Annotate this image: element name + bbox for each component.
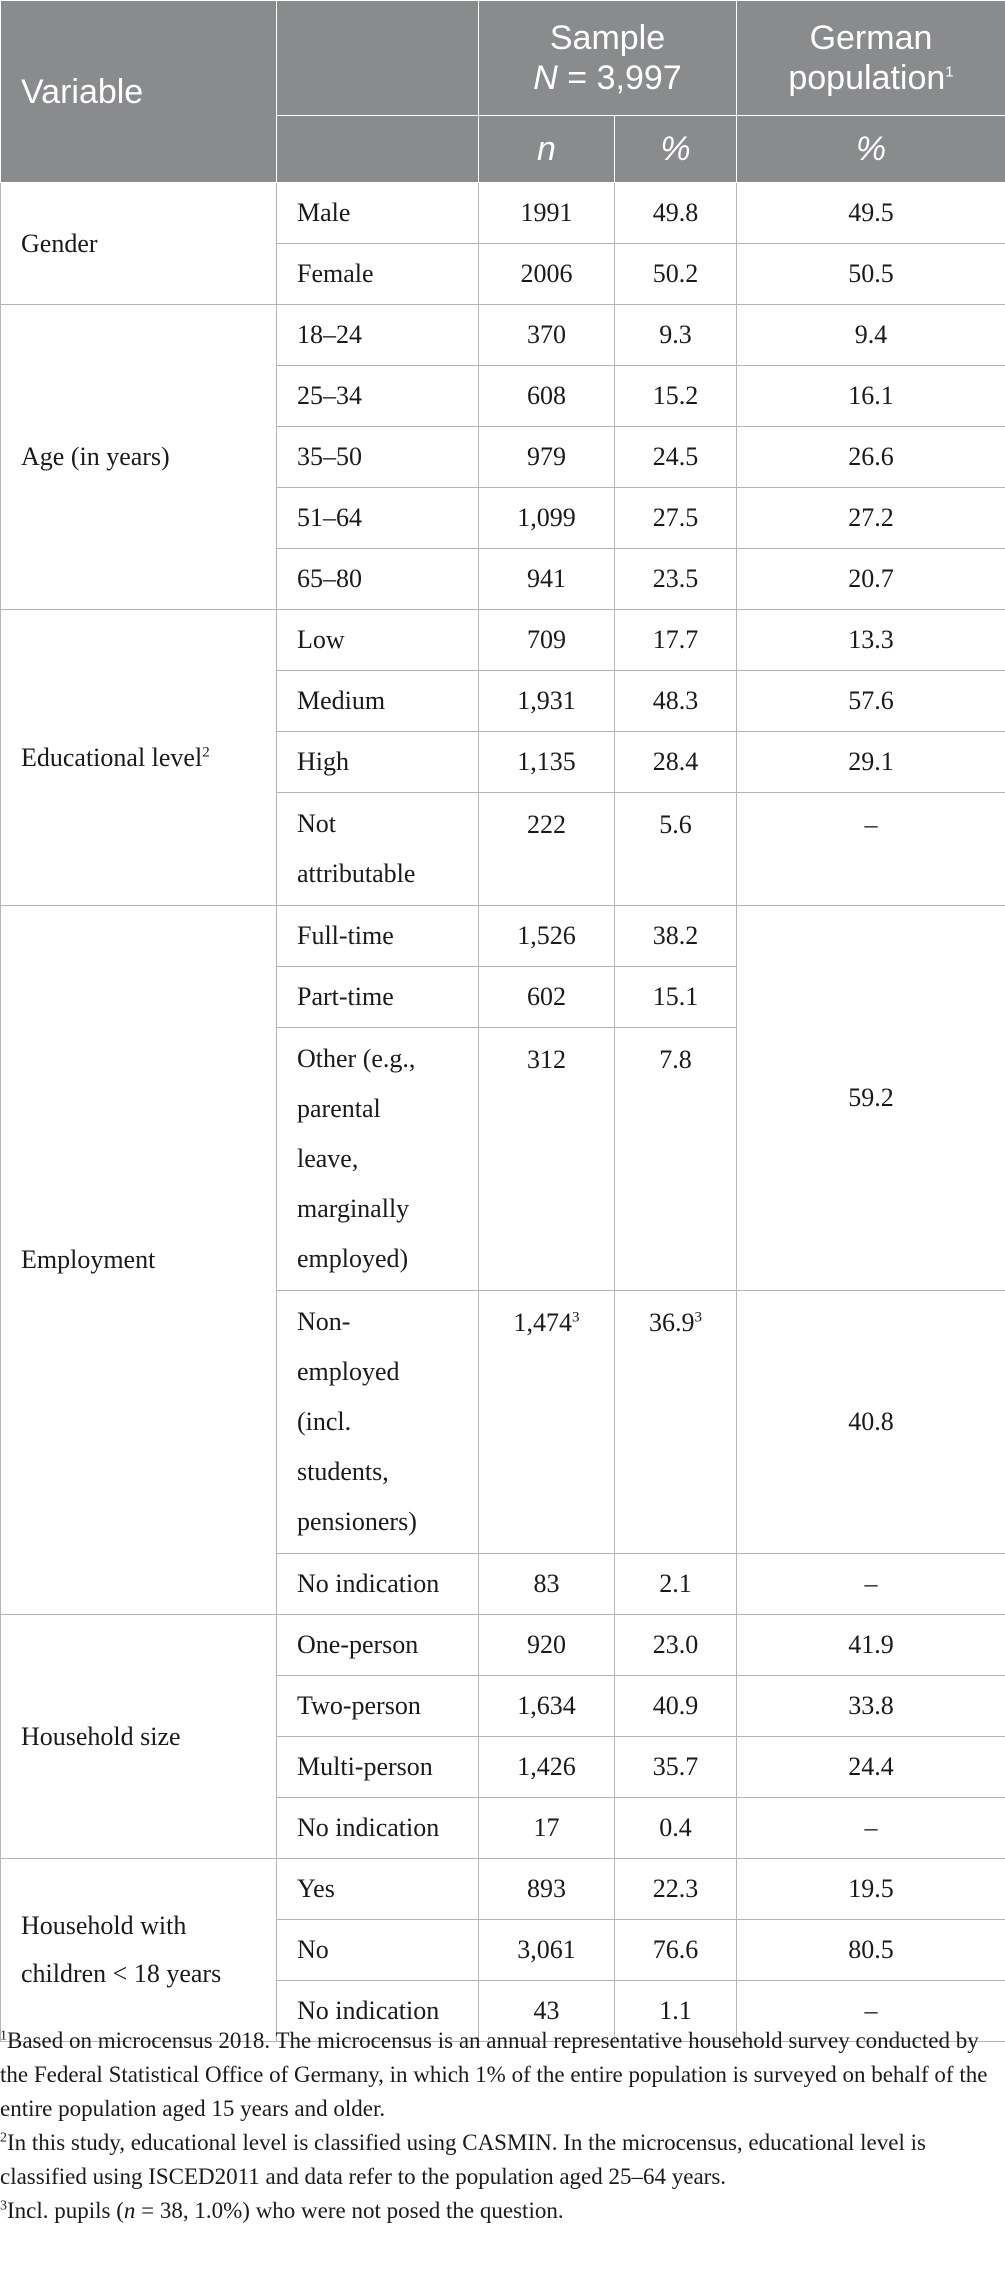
pct-cell: 9.3	[615, 305, 737, 366]
n-cell: 17	[479, 1798, 615, 1859]
category-cell: No indication	[277, 1981, 479, 2042]
n-cell: 979	[479, 427, 615, 488]
table-row	[1, 305, 1005, 366]
group-employment: Employment	[1, 906, 277, 1615]
table-header	[1, 1, 1005, 183]
german-pct-cell: 20.7	[737, 549, 1005, 610]
german-pct-cell: 59.2	[737, 906, 1005, 1291]
category-cell: Male	[277, 183, 479, 244]
group-education: Educational level$^2$	[1, 610, 277, 906]
german-pct-cell: 26.6	[737, 427, 1005, 488]
pct-cell: 35.7	[615, 1737, 737, 1798]
pct-cell: 36.9$^3$	[615, 1291, 737, 1554]
category-cell: 25–34	[277, 366, 479, 427]
german-pct-cell: 40.8	[737, 1291, 1005, 1554]
german-pct-cell: 29.1	[737, 732, 1005, 793]
category-cell: 65–80	[277, 549, 479, 610]
category-cell: Full-time	[277, 906, 479, 967]
pct-cell: 40.9	[615, 1676, 737, 1737]
n-cell: 893	[479, 1859, 615, 1920]
category-cell: No indication	[277, 1554, 479, 1615]
german-pct-cell: 9.4	[737, 305, 1005, 366]
german-pct-cell: –	[737, 1554, 1005, 1615]
pct-cell: 76.6	[615, 1920, 737, 1981]
category-cell: Medium	[277, 671, 479, 732]
german-pct-cell: 33.8	[737, 1676, 1005, 1737]
n-cell: 1,426	[479, 1737, 615, 1798]
n-cell: 370	[479, 305, 615, 366]
n-cell: 941	[479, 549, 615, 610]
category-cell: Multi-person	[277, 1737, 479, 1798]
table-footnotes	[0, 2024, 1005, 2228]
n-cell: 608	[479, 366, 615, 427]
n-cell: 1,526	[479, 906, 615, 967]
pct-cell: 23.5	[615, 549, 737, 610]
german-pct-cell: 80.5	[737, 1920, 1005, 1981]
table-row	[1, 1859, 1005, 1920]
category-cell: Not attributable	[277, 793, 479, 906]
header-german-population: German population$^1$	[737, 1, 1005, 116]
category-cell: No indication	[277, 1798, 479, 1859]
pct-cell: 49.8	[615, 183, 737, 244]
pct-cell: 27.5	[615, 488, 737, 549]
table-row	[1, 183, 1005, 244]
category-cell: Low	[277, 610, 479, 671]
group-children: Household with children < 18 years	[1, 1859, 277, 2042]
category-cell: 51–64	[277, 488, 479, 549]
pct-cell: 5.6	[615, 793, 737, 906]
n-cell: 1,135	[479, 732, 615, 793]
group-household-size: Household size	[1, 1615, 277, 1859]
header-variable: Variable	[1, 1, 277, 183]
footnote-1: $^1$Based on microcensus 2018. The microcensus is an annual representative household survey conducted by the Federal Statistical Office of Germany, in which 1% of the entire population is surveyed on behalf of the entire population aged 15 years and older.	[0, 2028, 988, 2121]
category-cell: Female	[277, 244, 479, 305]
footnote-2: $^2$In this study, educational level is classified using CASMIN. In the microcensus, educational level is classified using ISCED2011 and data refer to the population aged 25–64 years.	[0, 2130, 926, 2189]
category-cell: 35–50	[277, 427, 479, 488]
n-cell: 312	[479, 1028, 615, 1291]
category-cell: 18–24	[277, 305, 479, 366]
pct-cell: 15.2	[615, 366, 737, 427]
n-cell: 920	[479, 1615, 615, 1676]
n-cell: 1991	[479, 183, 615, 244]
category-cell: Yes	[277, 1859, 479, 1920]
german-pct-cell: 27.2	[737, 488, 1005, 549]
table-row	[1, 610, 1005, 671]
german-pct-cell: 57.6	[737, 671, 1005, 732]
german-pct-cell: –	[737, 1798, 1005, 1859]
header-blank	[277, 1, 479, 116]
pct-cell: 15.1	[615, 967, 737, 1028]
header-blank-2	[277, 116, 479, 183]
header-pct-german: %	[737, 116, 1005, 183]
pct-cell: 38.2	[615, 906, 737, 967]
n-cell: 1,474$^3$	[479, 1291, 615, 1554]
german-pct-cell: 49.5	[737, 183, 1005, 244]
german-pct-cell: 19.5	[737, 1859, 1005, 1920]
pct-cell: 7.8	[615, 1028, 737, 1291]
german-pct-cell: 41.9	[737, 1615, 1005, 1676]
german-pct-cell: 13.3	[737, 610, 1005, 671]
n-cell: 43	[479, 1981, 615, 2042]
header-n: n	[479, 116, 615, 183]
header-pct: %	[615, 116, 737, 183]
category-cell: Other (e.g., parental leave, marginally employed)	[277, 1028, 479, 1291]
pct-cell: 0.4	[615, 1798, 737, 1859]
pct-cell: 48.3	[615, 671, 737, 732]
pct-cell: 17.7	[615, 610, 737, 671]
german-pct-cell: 24.4	[737, 1737, 1005, 1798]
category-cell: Part-time	[277, 967, 479, 1028]
n-cell: 3,061	[479, 1920, 615, 1981]
category-cell: No	[277, 1920, 479, 1981]
n-cell: 222	[479, 793, 615, 906]
n-cell: 83	[479, 1554, 615, 1615]
footnote-3: $^3$Incl. pupils (n = 38, 1.0%) who were not posed the question.	[0, 2198, 564, 2223]
pct-cell: 1.1	[615, 1981, 737, 2042]
pct-cell: 22.3	[615, 1859, 737, 1920]
n-cell: 1,634	[479, 1676, 615, 1737]
german-pct-cell: –	[737, 793, 1005, 906]
pct-cell: 23.0	[615, 1615, 737, 1676]
german-pct-cell: 50.5	[737, 244, 1005, 305]
n-cell: 1,931	[479, 671, 615, 732]
german-pct-cell: –	[737, 1981, 1005, 2042]
pct-cell: 28.4	[615, 732, 737, 793]
n-cell: 602	[479, 967, 615, 1028]
category-cell: High	[277, 732, 479, 793]
n-cell: 2006	[479, 244, 615, 305]
pct-cell: 24.5	[615, 427, 737, 488]
category-cell: Two-person	[277, 1676, 479, 1737]
header-sample: Sample N = 3,997	[479, 1, 737, 116]
pct-cell: 50.2	[615, 244, 737, 305]
pct-cell: 2.1	[615, 1554, 737, 1615]
german-pct-cell: 16.1	[737, 366, 1005, 427]
category-cell: One-person	[277, 1615, 479, 1676]
n-cell: 1,099	[479, 488, 615, 549]
table-row	[1, 1615, 1005, 1676]
n-cell: 709	[479, 610, 615, 671]
category-cell: Non- employed (incl. students, pensioners)	[277, 1291, 479, 1554]
group-gender: Gender	[1, 183, 277, 305]
table-row	[1, 906, 1005, 967]
group-age: Age (in years)	[1, 305, 277, 610]
